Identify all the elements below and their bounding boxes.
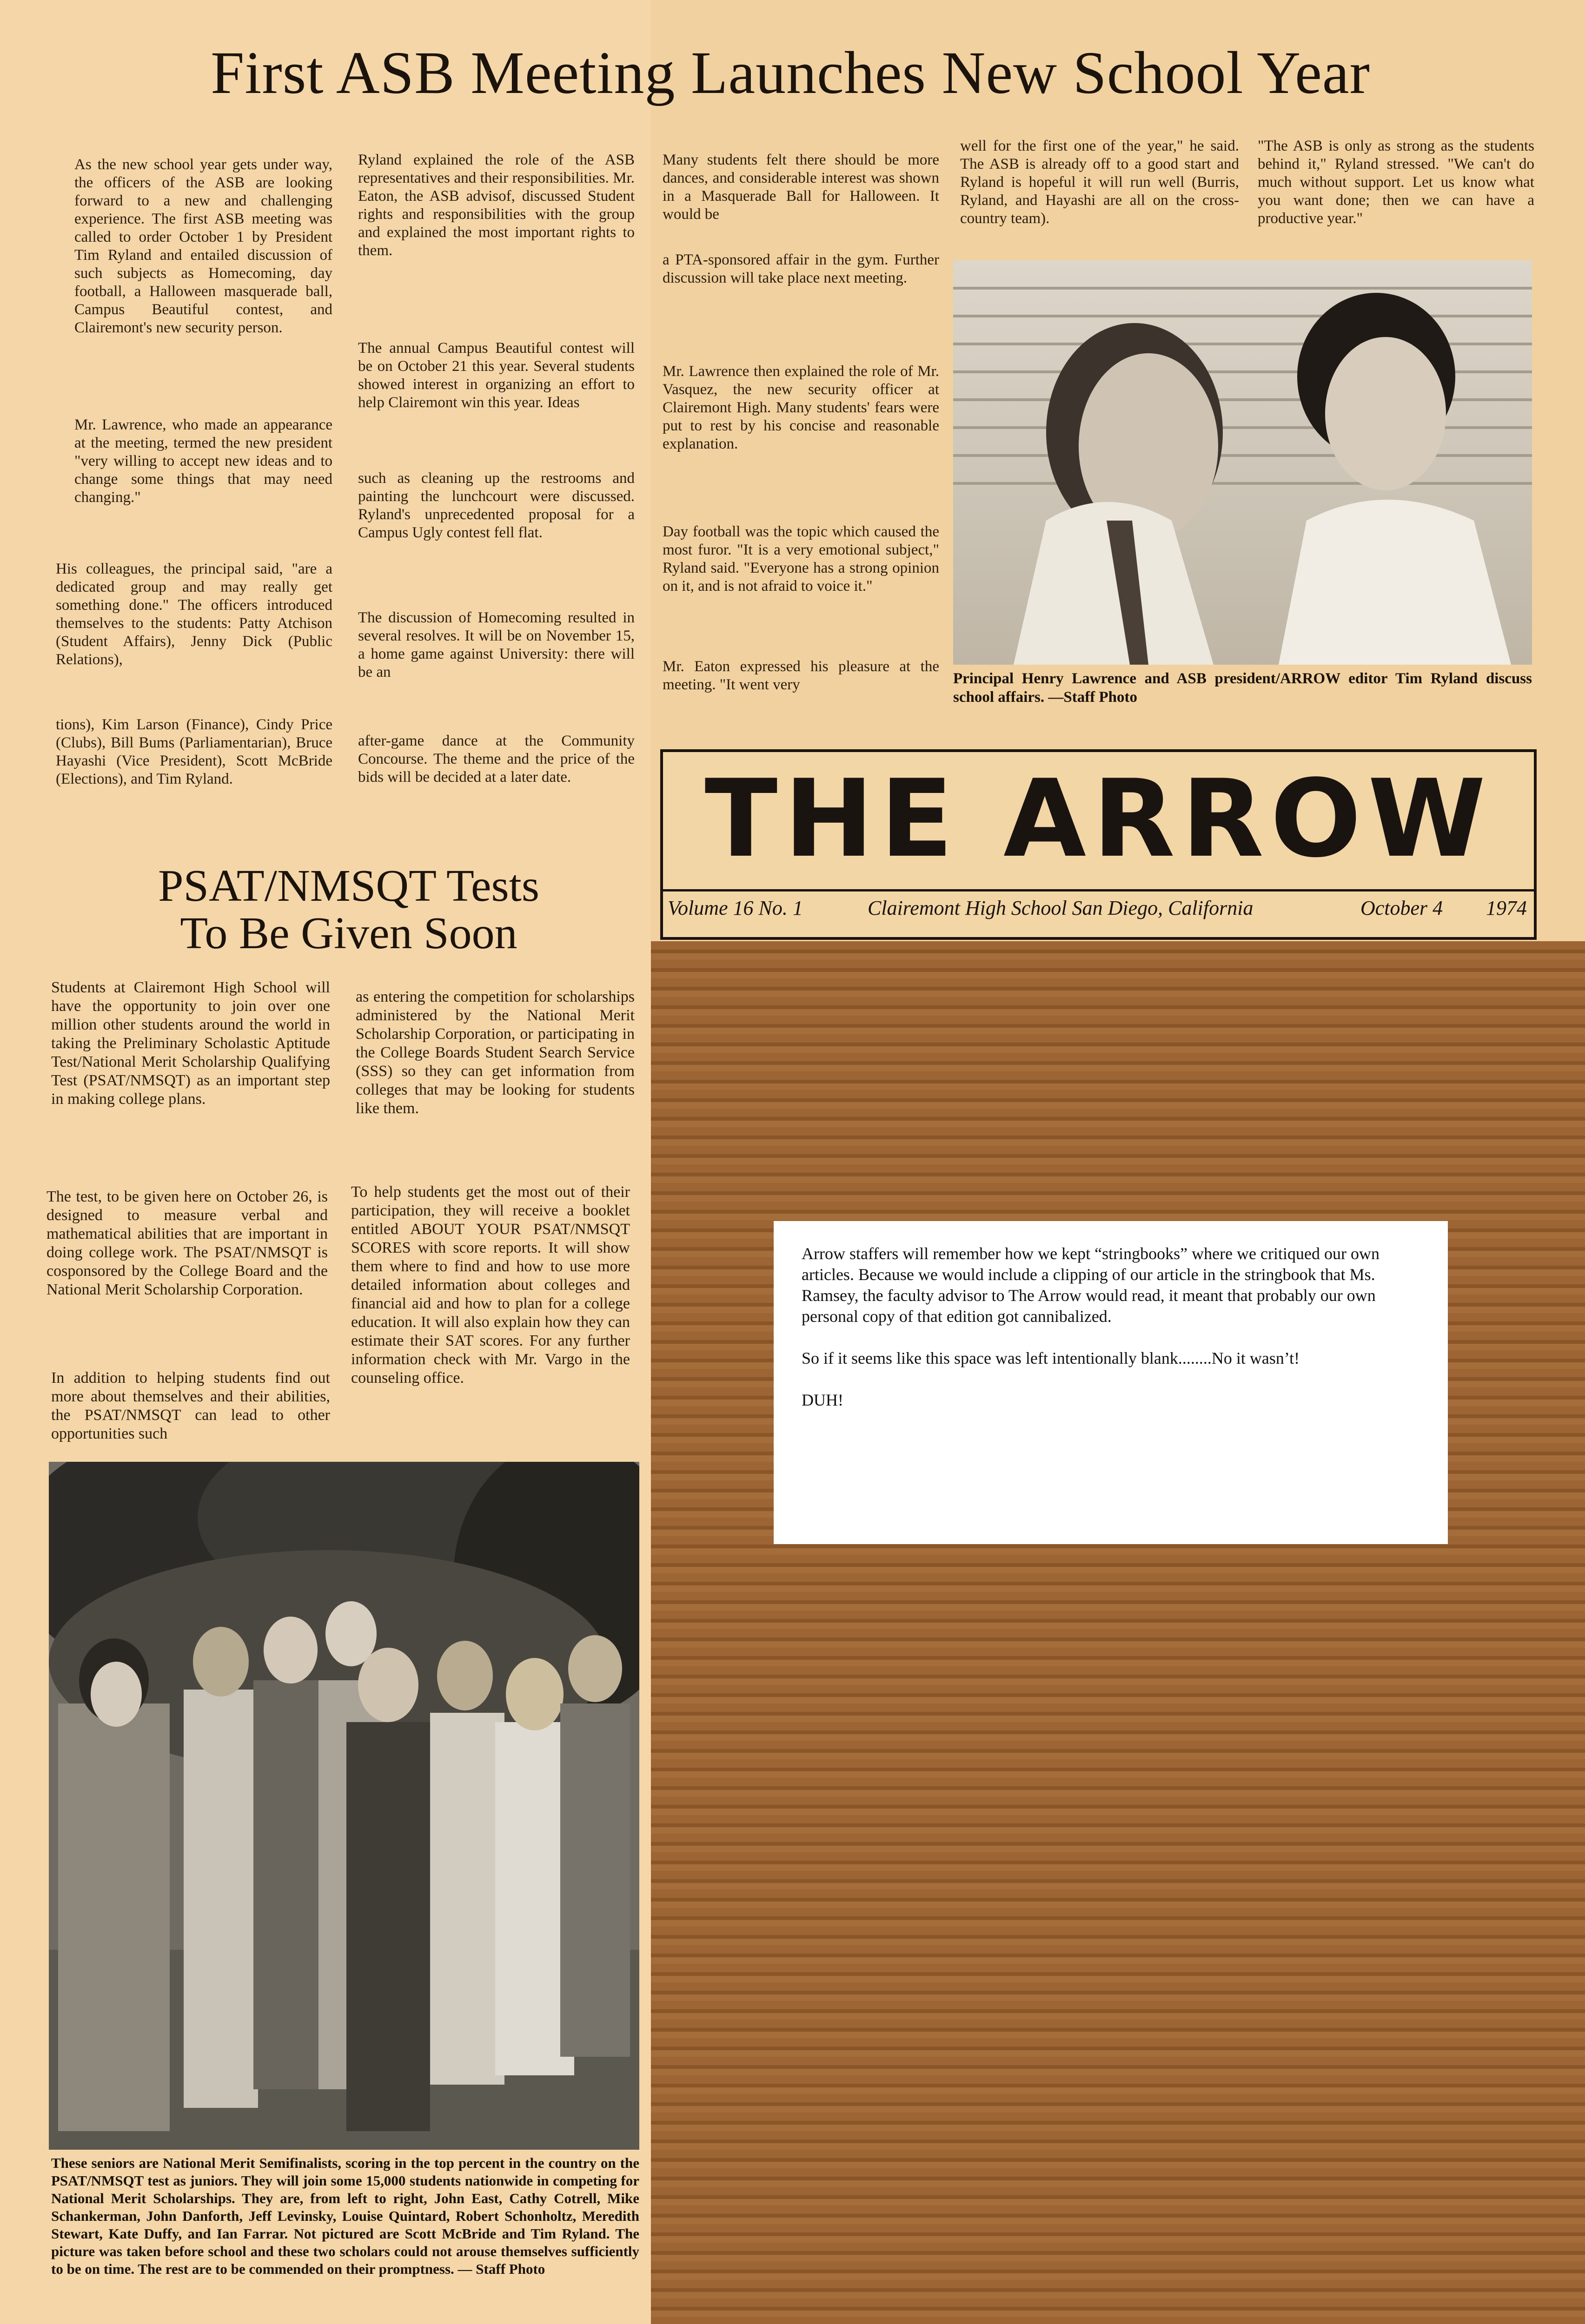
asb-headline: First ASB Meeting Launches New School Year [211,40,1370,106]
psat-text-5: To help students get the most out of their participation, they will receive a booklet entitled ABOUT YOUR PSAT/NMSQT SCORES with score reports. It will show them where to find and how to use more detailed information about colleges and financial aid and how to plan for a college education. It will also explain how they can estimate their SAT scores. For any further information check with Mr. Vargo in the counseling office. [351,1183,630,1386]
asb-photo [953,260,1532,665]
psat-text-1: Students at Clairemont High School will have the opportunity to join over one million other students around the world in taking the Preliminary Scholastic Aptitude Test/National Merit Scholarship Qualifying Test (PSAT/NMSQT) as an important step in making college plans. [51,979,330,1108]
asb-text-12: Mr. Lawrence then explained the role of Mr. Vasquez, the new security officer at Clairemont High. Many students' fears were put to rest by his concise and reasonable explanation. [663,363,939,452]
asb-text-16: "The ASB is only as strong as the students behind it," Ryland stressed. "We can't do much without support. Let us know what you want done; then we can have a productive year." [1258,138,1534,227]
asb-text-11: a PTA-sponsored affair in the gym. Further discussion will take place next meeting. [663,251,939,286]
asb-text-8: The discussion of Homecoming resulted in several resolves. It will be on November 15, a home game against University: there will be an [358,609,635,680]
psat-headline [56,862,642,957]
note-paragraph-3: DUH! [802,1391,843,1409]
note-paragraph-2: So if it seems like this space was left intentionally blank........No it wasn’t! [802,1349,1300,1367]
asb-text-5: Ryland explained the role of the ASB representatives and their responsibilities. Mr. Eaton, the ASB advisof, discussed Student rights and responsibilities with the group and explained the most important rights to them. [358,152,635,259]
psat-headline-line2: To Be Given Soon [180,908,517,958]
asb-text-2: Mr. Lawrence, who made an appearance at the meeting, termed the new president "very willing to accept new ideas and to change some things that may need changing." [74,416,332,506]
masthead-school: Clairemont High School San Diego, California [868,897,1253,919]
note-paragraph-1: Arrow staffers will remember how we kept “stringbooks” where we critiqued our own articles. Because we would include a clipping of our article in the stringbook that Ms. Ramsey, the faculty advisor to The Arrow would read, it meant that probably our own personal copy of that edition got cannibalized. [802,1244,1379,1326]
masthead [660,749,1537,940]
asb-text-7: such as cleaning up the restrooms and painting the lunchcourt were discussed. Ryland's unprecedented proposal for a Campus Ugly contest fell flat. [358,470,635,541]
asb-text-10: Many students felt there should be more dances, and considerable interest was shown in a Masquerade Ball for Halloween. It would be [663,152,939,223]
asb-text-3: His colleagues, the principal said, "are a dedicated group and may really get something done." The officers introduced themselves to the students: Patty Atchison (Student Affairs), Jenny Dick (Public Relations), [56,561,332,668]
asb-text-15: well for the first one of the year," he said. The ASB is already off to a good start and Ryland is hopeful it will run well (Burris, Ryland, and Hayashi are all on the cross-country team). [960,138,1239,227]
cardboard-backing [651,941,1585,2324]
psat-text-3: In addition to helping students find out more about themselves and their abilities, the PSAT/NMSQT can lead to other opportunities such [51,1369,330,1442]
psat-text-2: The test, to be given here on October 26, is designed to measure verbal and mathematical abilities that are important in doing college work. The PSAT/NMSQT is cosponsored by the College Board and the National Merit Scholarship Corporation. [46,1188,328,1298]
asb-text-13: Day football was the topic which caused the most furor. "It is a very emotional subject," Ryland said. "Everyone has a strong opinion on it, and is not afraid to voice it." [663,523,939,594]
asb-text-9: after-game dance at the Community Concourse. The theme and the price of the bids will be decided at a later date. [358,733,635,786]
asb-text-4: tions), Kim Larson (Finance), Cindy Price (Clubs), Bill Bums (Parliamentarian), Bruce Hayashi (Vice President), Scott McBride (Elections), and Tim Ryland. [56,716,332,787]
asb-photo-caption: Principal Henry Lawrence and ASB president/ARROW editor Tim Ryland discuss school affairs. —Staff Photo [953,670,1532,706]
psat-group-photo [49,1462,639,2150]
masthead-volume: Volume 16 No. 1 [668,897,803,919]
note-card [774,1221,1448,1544]
psat-photo-caption: These seniors are National Merit Semifinalists, scoring in the top percent in the country on the PSAT/NMSQT test as juniors. They will join some 15,000 students nationwide in competing for National Merit Scholarships. They are, from left to right, John East, Cathy Cotrell, Mike Schankerman, John Danforth, Jeff Levinsky, Louise Quintard, Robert Schonholtz, Meredith Stewart, Kate Duffy, and Ian Farrar. Not pictured are Scott McBride and Tim Ryland. The picture was taken before school and these two scholars could not arouse themselves sufficiently to be on time. The rest are to be commended on their promptness. — Staff Photo [51,2155,639,2277]
asb-text-6: The annual Campus Beautiful contest will be on October 21 this year. Several students showed interest in organizing an effort to help Clairemont win this year. Ideas [358,340,635,411]
masthead-year: 1974 [1486,897,1527,919]
asb-text-1: As the new school year gets under way, the officers of the ASB are looking forward to a new and challenging experience. The first ASB meeting was called to order October 1 by President Tim Ryland and entailed discussion of such subjects as Homecoming, day football, a Halloween masquerade ball, Campus Beautiful contest, and Clairemont's new security person. [74,156,332,336]
psat-headline-line1: PSAT/NMSQT Tests [158,861,540,911]
masthead-date: October 4 [1360,897,1443,919]
masthead-rule [663,889,1534,891]
masthead-title: THE ARROW [704,757,1492,881]
asb-text-14: Mr. Eaton expressed his pleasure at the meeting. "It went very [663,658,939,693]
psat-text-4: as entering the competition for scholarships administered by the National Merit Scholarship Corporation, or participating in the College Boards Student Search Service (SSS) so they can get information from colleges that may be looking for students like them. [356,988,635,1117]
